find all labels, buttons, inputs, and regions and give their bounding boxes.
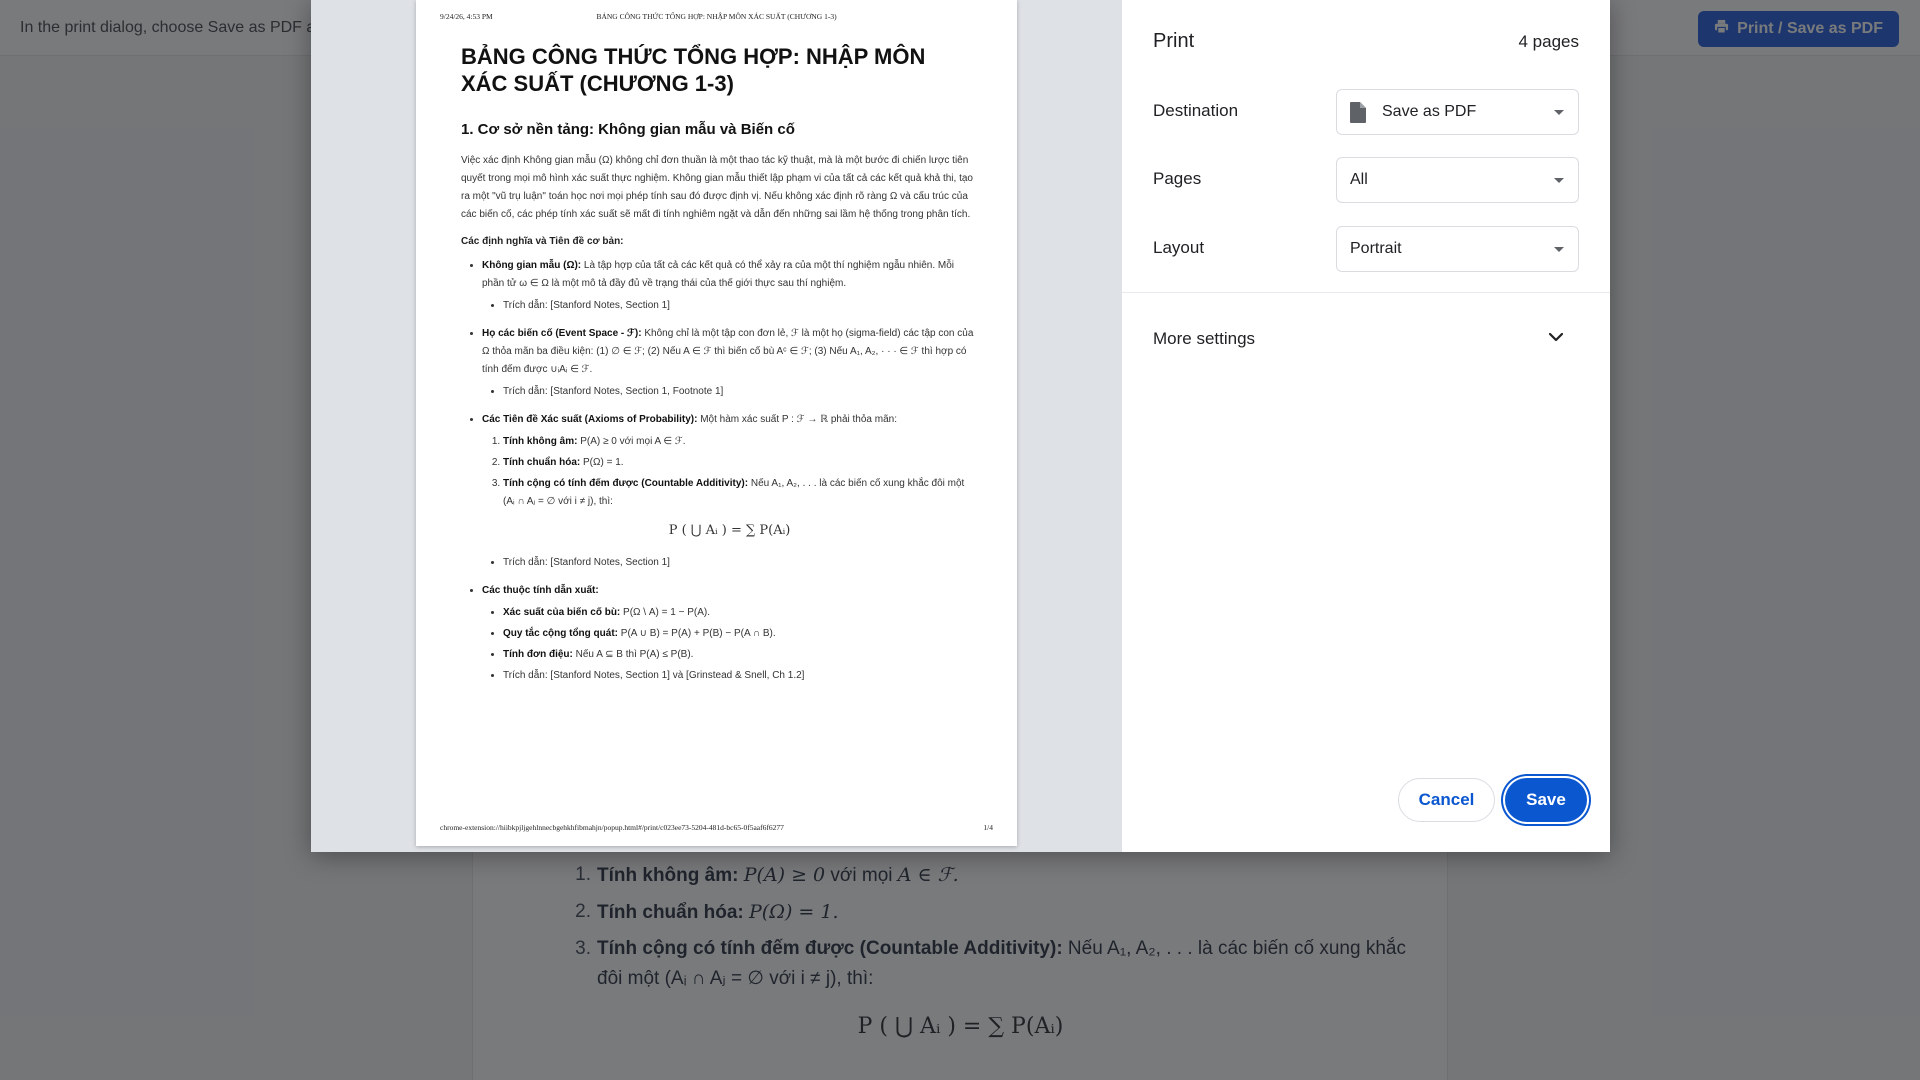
list-item: • Không gian mẫu (Ω): Là tập hợp của tất cả các kết quả có thể xảy ra của một thí nghiệm ngẫu nhiên. Mỗi phần tử ω ∈ Ω là một mô tả đầy đủ về trạng thái của thế giới thực sau thí nghiệm. • Trích dẫn: [Stanford Notes, Section 1] (482, 257, 977, 315)
print-dialog (311, 0, 1610, 852)
pages-value: All (1350, 171, 1368, 188)
list-item: 2. Tính chuẩn hóa: P(Ω) = 1. (503, 454, 977, 472)
print-preview-pane (311, 0, 1122, 852)
list-item: • Tính đơn điệu: Nếu A ⊆ B thì P(A) ≤ P(B). (503, 646, 977, 664)
additivity-formula: P ( ⋃ Aᵢ ) = ∑ P(Aᵢ) (668, 523, 791, 538)
citation: • Trích dẫn: [Stanford Notes, Section 1] và [Grinstead & Snell, Ch 1.2] (503, 667, 977, 685)
list-item: 3. Tính cộng có tính đếm được (Countable Additivity): Nếu A₁, A₂, . . . là các biến cố xung khắc đôi một (Aᵢ ∩ Aⱼ = ∅ với i ≠ j), thì: (503, 475, 977, 511)
caret-down-icon (1554, 178, 1564, 183)
pages-row (1153, 157, 1579, 203)
layout-label: Layout (1153, 238, 1205, 257)
pages-label: Pages (1153, 169, 1202, 188)
citation: • Trích dẫn: [Stanford Notes, Section 1, Footnote 1] (503, 383, 977, 401)
page-title: BẢNG CÔNG THỨC TỔNG HỢP: NHẬP MÔN XÁC SUẤT (CHƯƠNG 1-3) (461, 44, 926, 96)
subsection-heading: Các định nghĩa và Tiên đề cơ bản: (461, 236, 624, 247)
list-item: 1. Tính không âm: P(A) ≥ 0 với mọi A ∈ ℱ. (503, 433, 977, 451)
print-settings-pane (1122, 0, 1610, 852)
page-content (461, 43, 977, 695)
page-header-date: 9/24/26, 4:53 PM (440, 12, 493, 21)
caret-down-icon (1554, 247, 1564, 252)
more-settings-toggle[interactable] (1153, 318, 1579, 362)
list-item: • Xác suất của biến cố bù: P(Ω \ A) = 1 − P(A). (503, 604, 977, 622)
page-count: 4 pages (1518, 32, 1579, 51)
destination-row (1153, 89, 1579, 135)
page-header-title: BẢNG CÔNG THỨC TỔNG HỢP: NHẬP MÔN XÁC SUẤT (CHƯƠNG 1-3) (596, 12, 837, 21)
destination-value: Save as PDF (1382, 103, 1477, 120)
page-footer-number: 1/4 (983, 823, 993, 832)
more-settings-label: More settings (1153, 329, 1256, 348)
file-icon (1350, 102, 1366, 123)
pages-select[interactable] (1336, 157, 1579, 203)
page-footer-url: chrome-extension://hiibkpjljgehlnnecbgehkhfibmahjn/popup.html#/print/c023ee73-5204-481d-bc65-0f5aaf6f6277 (440, 823, 784, 832)
save-button[interactable]: Save (1505, 778, 1587, 822)
destination-label: Destination (1153, 101, 1239, 120)
citation: • Trích dẫn: [Stanford Notes, Section 1] (503, 554, 977, 572)
layout-value: Portrait (1350, 240, 1402, 257)
intro-paragraph: Việc xác định Không gian mẫu (Ω) không chỉ đơn thuần là một thao tác kỹ thuật, mà là một bước đi chiến lược tiên quyết trong mọi mô hình xác suất thực nghiệm. Không gian mẫu thiết lập phạm vi của tất cả các kết quả khả thi, tạo ra một "vũ trụ luận" toán học nơi mọi phép tính sau đó được định vị. Nếu không xác định rõ ràng Ω và cấu trúc của các biến cố, các phép tính xác suất sẽ mất đi tính nghiêm ngặt và dẫn đến những sai lầm hệ thống trong phân tích. (461, 155, 973, 220)
section-heading: 1. Cơ sở nền tảng: Không gian mẫu và Biến cố (461, 121, 795, 138)
list-item: • Các Tiên đề Xác suất (Axioms of Probability): Một hàm xác suất P : ℱ → ℝ phải thỏa mãn: 1. Tính không âm: P(A) ≥ 0 với mọi A ∈ ℱ. 2. Tính chuẩn hóa: P(Ω) = 1. 3. Tính cộng có tính đếm được (Countable Additivity): Nếu A₁, A₂, . . . là các biến cố xung khắc đôi một (Aᵢ ∩ Aⱼ = ∅ với i ≠ j), thì: P ( ⋃ Aᵢ ) = ∑ P(Aᵢ) • Trích dẫn: [Stanford Notes, Section 1] (482, 411, 977, 572)
definitions-list (461, 257, 977, 685)
preview-page (416, 0, 1017, 846)
list-item: • Họ các biến cố (Event Space - ℱ): Không chỉ là một tập con đơn lẻ, ℱ là một họ (sigma-field) các tập con của Ω thỏa mãn ba điều kiện: (1) ∅ ∈ ℱ; (2) Nếu A ∈ ℱ thì biến cố bù Aᶜ ∈ ℱ; (3) Nếu A₁, A₂, · · · ∈ ℱ thì hợp có tính đếm được ∪ᵢAᵢ ∈ ℱ. • Trích dẫn: [Stanford Notes, Section 1, Footnote 1] (482, 325, 977, 401)
cancel-button[interactable]: Cancel (1398, 778, 1495, 822)
caret-down-icon (1554, 110, 1564, 115)
derived-properties-list (482, 604, 977, 685)
layout-row (1153, 226, 1579, 272)
layout-select[interactable] (1336, 226, 1579, 272)
citation: • Trích dẫn: [Stanford Notes, Section 1] (503, 297, 977, 315)
list-item: • Quy tắc cộng tổng quát: P(A ∪ B) = P(A) + P(B) − P(A ∩ B). (503, 625, 977, 643)
axioms-list (482, 433, 977, 511)
destination-select[interactable] (1336, 89, 1579, 135)
settings-divider (1122, 292, 1610, 293)
list-item: • Các thuộc tính dẫn xuất: • Xác suất của biến cố bù: P(Ω \ A) = 1 − P(A). • Quy tắc cộng tổng quát: P(A ∪ B) = P(A) + P(B) − P(A ∩ B). • Tính đơn điệu: Nếu A ⊆ B thì P(A) ≤ P(B). • Trích dẫn: [Stanford Notes, Section 1] và [Grinstead & Snell, Ch 1.2] (482, 582, 977, 685)
chevron-down-icon (1547, 328, 1565, 351)
print-title: Print (1153, 30, 1195, 52)
